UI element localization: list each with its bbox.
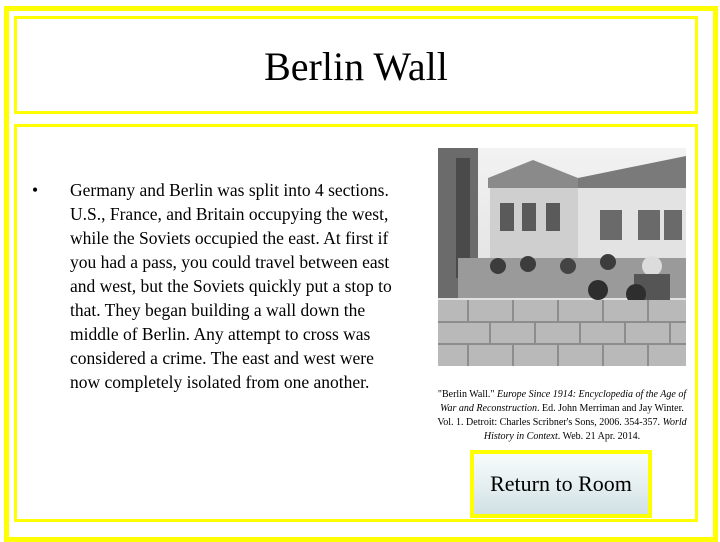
title-box <box>14 16 698 114</box>
berlin-wall-photo-image <box>438 148 686 366</box>
berlin-wall-photo <box>438 148 686 366</box>
return-to-room-label: Return to Room <box>474 454 648 514</box>
bullet-item <box>32 178 394 394</box>
photo-citation <box>436 388 688 444</box>
citation-database: World History in Context <box>483 417 687 442</box>
citation-details: . Ed. John Merriman and Jay Winter. Vol. 1. Detroit: Charles Scribner's Sons, 2006. 354-357. <box>437 403 684 428</box>
bullet-list <box>32 178 394 394</box>
citation-title: "Berlin Wall." <box>437 389 497 400</box>
citation-access: . Web. 21 Apr. 2014. <box>557 431 641 442</box>
bullet-marker: • <box>32 180 39 200</box>
bullet-text: Germany and Berlin was split into 4 sections. U.S., France, and Britain occupying the west, while the Soviets occupied the east. At first if you had a pass, you could travel between east and west, but the Soviets quickly put a stop to that. They began building a wall down the middle of Berlin. Any attempt to cross was considered a crime. The east and west were now completely isolated from one another. <box>70 180 392 392</box>
slide-title: Berlin Wall <box>264 44 448 89</box>
return-to-room-button[interactable] <box>470 450 652 518</box>
citation-source: Europe Since 1914: Encyclopedia of the Age of War and Reconstruction <box>440 389 687 414</box>
